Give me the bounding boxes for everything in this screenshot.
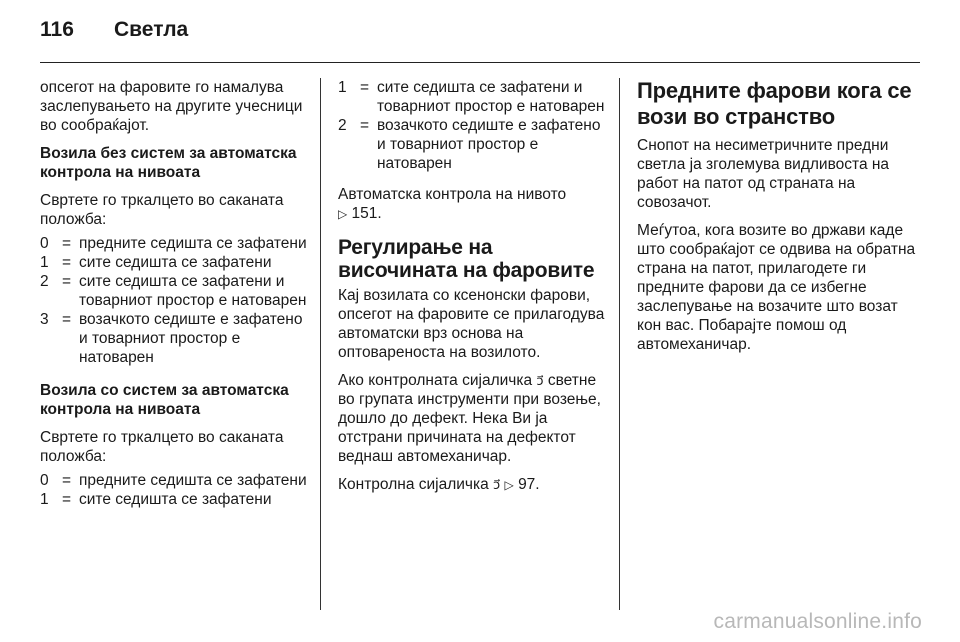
list-item [40,234,310,253]
section-heading-auto-level: Возила со систем за автоматска контрола на нивоата [40,382,289,418]
list-item [40,272,310,310]
list-key: 2 [338,117,347,134]
header-divider [40,62,920,63]
list-value: сите седишта се зафатени [79,254,272,271]
list-key: 1 [40,491,49,508]
list-value: возачкото седиште е зафатено и товарниот простор е натоварен [79,311,303,366]
xenon-paragraph: Кај возилата со ксенонски фарови, опсегот на фаровите се прилагодува автоматски врз основа на оптовареноста на возилото. [338,287,605,361]
list-value: сите седишта се зафатени и товарниот простор е натоварен [79,273,307,309]
asymmetric-beam-paragraph: Снопот на несиметричните предни светла ја зголемува видливоста на работ на патот од страната на совозачот. [637,137,890,211]
list-item [40,471,310,490]
list-eq: = [62,491,72,508]
list-value: предните седишта се зафатени [79,472,307,489]
column-divider-2 [619,78,620,610]
headlight-range-heading: Регулирање на височината на фаровите [338,236,595,282]
list-key: 0 [40,235,49,252]
list-key: 2 [40,273,49,290]
list-item [40,253,310,272]
list-eq: = [62,273,72,290]
list-eq: = [360,79,370,96]
intro-paragraph: опсегот на фаровите го намалува заслепувањето на другите учесници во сообраќајот. [40,79,303,134]
abroad-heading: Предните фарови кога се вози во странство [637,78,912,129]
position-list-auto [40,471,310,509]
list-key: 1 [40,254,49,271]
section-text: Свртете го тркалцето во саканата положба: [40,429,284,465]
list-key: 3 [40,311,49,328]
column-2 [338,78,610,504]
list-key: 1 [338,79,347,96]
warning-lamp-text-end: светне во групата инструменти при возење, дошло до дефект. Нека Ви ја отстрани причината на дефектот веднаш автомеханичар. [338,372,601,465]
list-value: предните седишта се зафатени [79,235,307,252]
warning-lamp-paragraph [338,371,610,466]
page-number: 116 [40,18,74,41]
list-eq: = [62,235,72,252]
column-divider-1 [320,78,321,610]
warning-lamp-text-start: Ако контролната сијаличка [338,372,533,389]
page-title: Светла [114,18,189,41]
auto-level-reference [338,185,610,224]
list-eq: = [62,254,72,271]
column-1 [40,78,310,523]
list-item [40,310,310,367]
list-eq: = [62,311,72,328]
section-heading-no-auto-level: Возила без систем за автоматска контрола на нивоата [40,145,297,181]
section-text: Свртете го тркалцето во саканата положба: [40,192,284,228]
abroad-adjust-paragraph: Меѓутоа, кога возите во држави каде што сообраќајот се одвива на обратна страна на патот, прилагодете ги предните фарови да се избегне заслепување на возачите што возат кон вас. Побарајте помош од автомеханичар. [637,222,916,353]
page-ref-link[interactable]: 97. [518,476,540,493]
control-lamp-text: Контролна сијаличка [338,476,489,493]
list-value: сите седишта се зафатени и товарниот простор е натоварен [377,79,605,115]
list-eq: = [360,117,370,134]
page-ref-link[interactable]: 151. [351,205,382,222]
watermark: carmanualsonline.info [713,610,922,633]
page-header [40,18,188,48]
list-item [40,490,310,509]
page-ref-arrow-icon: ▷ [338,207,348,221]
position-list-continued [338,78,610,173]
position-list-manual [40,234,310,367]
list-eq: = [62,472,72,489]
auto-level-text: Автоматска контрола на нивото [338,186,567,203]
list-item [338,78,610,116]
headlight-lamp-icon: ↄ⃗ [493,477,501,492]
list-key: 0 [40,472,49,489]
control-lamp-reference [338,475,610,495]
page-ref-arrow-icon: ▷ [504,478,514,492]
list-item [338,116,610,173]
column-3 [637,78,919,363]
headlight-lamp-icon: ↄ⃗ [536,373,544,388]
list-value: сите седишта се зафатени [79,491,272,508]
list-value: возачкото седиште е зафатено и товарниот простор е натоварен [377,117,601,172]
